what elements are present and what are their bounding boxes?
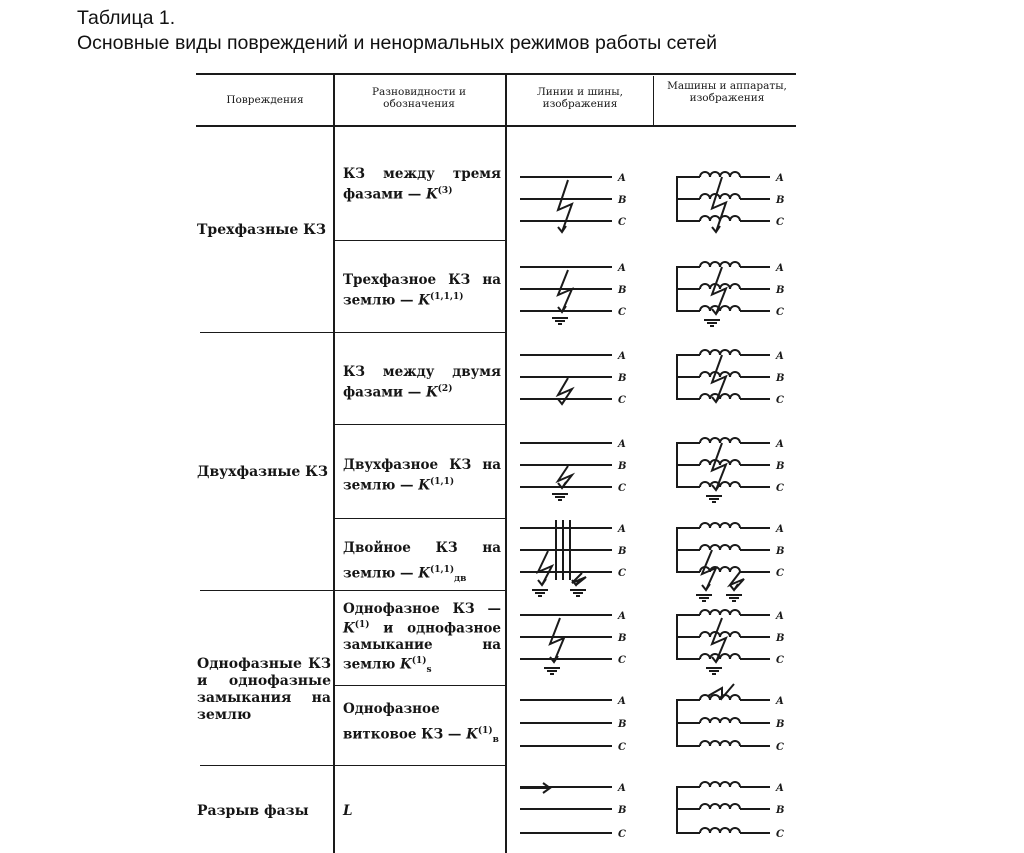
winding-coil-icon bbox=[700, 741, 740, 746]
variant-text: КЗ между тремя фазами — bbox=[343, 166, 501, 203]
variant-extra-sup: (1) bbox=[411, 655, 427, 666]
winding-coil-icon bbox=[700, 284, 740, 289]
fault-arrow-icon bbox=[712, 484, 720, 490]
fault-arrow-icon bbox=[538, 579, 546, 585]
winding-coil-icon bbox=[700, 695, 740, 700]
variant-text: КЗ между двумя фазами — bbox=[343, 364, 501, 401]
phase-label: A bbox=[618, 696, 626, 707]
winding-coil-icon bbox=[700, 718, 740, 723]
phase-label: B bbox=[776, 805, 785, 816]
phase-label: B bbox=[618, 373, 627, 384]
phase-label: C bbox=[618, 483, 626, 494]
phase-label: C bbox=[618, 655, 626, 666]
damage-three-phase: Трехфазные КЗ bbox=[197, 222, 326, 238]
phase-label: A bbox=[618, 439, 626, 450]
variant-sub: в bbox=[492, 735, 499, 746]
phase-label: C bbox=[618, 742, 626, 753]
phase-label: A bbox=[776, 263, 784, 274]
variant-symbol: K bbox=[425, 384, 438, 401]
phase-label: B bbox=[776, 285, 785, 296]
damage-single-phase: Однофазные КЗ и однофазные замыкания на землю bbox=[197, 656, 331, 723]
winding-coil-icon bbox=[700, 610, 740, 615]
fault-arrow-icon bbox=[712, 308, 720, 314]
phase-label: A bbox=[618, 611, 626, 622]
variant-extra-symbol: K bbox=[400, 656, 412, 672]
damage-two-phase: Двухфазные КЗ bbox=[197, 464, 329, 480]
variant-text: Двойное КЗ на землю — bbox=[343, 540, 501, 582]
winding-coil-icon bbox=[700, 350, 740, 355]
phase-label: A bbox=[618, 524, 626, 535]
phase-label: C bbox=[618, 307, 626, 318]
variant-sub: дв bbox=[454, 574, 467, 585]
phase-label: A bbox=[776, 696, 784, 707]
variant-extra-sub: s bbox=[426, 664, 432, 675]
fault-arrow-icon bbox=[558, 226, 566, 232]
phase-label: C bbox=[776, 307, 784, 318]
phase-label: A bbox=[618, 173, 626, 184]
phase-label: A bbox=[776, 524, 784, 535]
phase-label: B bbox=[618, 285, 627, 296]
phase-labels bbox=[617, 173, 784, 840]
phase-label: C bbox=[618, 395, 626, 406]
variant-text: Двухфазное КЗ на землю — bbox=[343, 457, 501, 494]
winding-coil-icon bbox=[700, 523, 740, 528]
phase-label: C bbox=[618, 829, 626, 840]
fault-arrow-icon bbox=[730, 584, 738, 590]
phase-label: B bbox=[618, 633, 627, 644]
phase-label: B bbox=[776, 719, 785, 730]
phase-label: A bbox=[776, 351, 784, 362]
fault-arrow-icon bbox=[712, 656, 720, 662]
phase-label: B bbox=[618, 195, 627, 206]
winding-coil-icon bbox=[700, 804, 740, 809]
winding-coil-icon bbox=[700, 828, 740, 833]
variant-symbol: L bbox=[343, 803, 353, 819]
variant-text: Однофазное КЗ — bbox=[343, 601, 501, 617]
caption-line-1: Таблица 1. bbox=[77, 7, 176, 29]
phase-label: A bbox=[776, 611, 784, 622]
winding-coil-icon bbox=[700, 438, 740, 443]
phase-label: A bbox=[618, 351, 626, 362]
header-variants: Разновидности и обозначения bbox=[371, 86, 467, 110]
winding-coil-icon bbox=[700, 545, 740, 550]
phase-label: A bbox=[618, 263, 626, 274]
winding-coil-icon bbox=[700, 262, 740, 267]
winding-coil-icon bbox=[700, 632, 740, 637]
winding-coil-icon bbox=[700, 172, 740, 177]
phase-label: B bbox=[776, 373, 785, 384]
phase-label: A bbox=[618, 783, 626, 794]
header-lines: Линии и шины, изображения bbox=[537, 86, 623, 110]
phase-label: C bbox=[776, 395, 784, 406]
phase-label: B bbox=[776, 195, 785, 206]
phase-label: C bbox=[618, 568, 626, 579]
variant-sup: (2) bbox=[437, 384, 453, 394]
variant-symbol: K bbox=[418, 565, 430, 582]
header-damage: Повреждения bbox=[226, 94, 304, 106]
variant-symbol: K bbox=[425, 186, 438, 203]
variant-sup: (1,1,1) bbox=[429, 292, 464, 302]
variant-sup: (1,1) bbox=[429, 477, 455, 487]
fault-arrow-icon bbox=[702, 584, 710, 590]
machine-diagrams bbox=[677, 172, 770, 833]
phase-label: B bbox=[776, 546, 785, 557]
fault-bolt-icon bbox=[558, 180, 572, 232]
variant-symbol: K bbox=[343, 620, 355, 637]
caption-line-2: Основные виды повреждений и ненормальных режимов работы сетей bbox=[77, 32, 718, 54]
variant-sup: (1) bbox=[354, 620, 370, 630]
winding-coil-icon bbox=[700, 372, 740, 377]
phase-label: C bbox=[776, 483, 784, 494]
variant-sup: (1) bbox=[477, 726, 493, 736]
winding-coil-icon bbox=[700, 782, 740, 787]
variant-text: Однофазное витковое КЗ — bbox=[343, 701, 462, 743]
line-diagrams bbox=[520, 177, 612, 833]
phase-label: B bbox=[618, 719, 627, 730]
winding-coil-icon bbox=[700, 460, 740, 465]
variant-extra-text: и однофазное замыкание на землю bbox=[343, 620, 501, 672]
phase-label: C bbox=[776, 568, 784, 579]
phase-label: A bbox=[776, 439, 784, 450]
phase-label: C bbox=[776, 217, 784, 228]
phase-label: B bbox=[618, 461, 627, 472]
damage-phase-break: Разрыв фазы bbox=[197, 803, 309, 819]
phase-label: C bbox=[776, 742, 784, 753]
fault-arrow-icon bbox=[712, 396, 720, 402]
phase-label: B bbox=[618, 805, 627, 816]
variant-sup: (3) bbox=[437, 186, 453, 196]
variant-text: Трехфазное КЗ на землю — bbox=[343, 272, 501, 309]
header-machines: Машины и аппараты, изображения bbox=[667, 80, 787, 104]
variant-symbol: K bbox=[466, 726, 478, 743]
variant-symbol: K bbox=[418, 292, 430, 309]
fault-bolt-icon bbox=[712, 177, 726, 232]
phase-label: C bbox=[776, 829, 784, 840]
phase-label: B bbox=[776, 633, 785, 644]
variant-sup: (1,1) bbox=[429, 565, 455, 575]
phase-label: C bbox=[618, 217, 626, 228]
fault-bolt-icon bbox=[550, 618, 564, 662]
phase-label: A bbox=[776, 173, 784, 184]
phase-label: B bbox=[618, 546, 627, 557]
winding-coil-icon bbox=[700, 194, 740, 199]
phase-label: B bbox=[776, 461, 785, 472]
fault-bolt-icon bbox=[712, 618, 726, 662]
phase-label: A bbox=[776, 783, 784, 794]
variant-symbol: K bbox=[418, 477, 430, 494]
phase-label: C bbox=[776, 655, 784, 666]
